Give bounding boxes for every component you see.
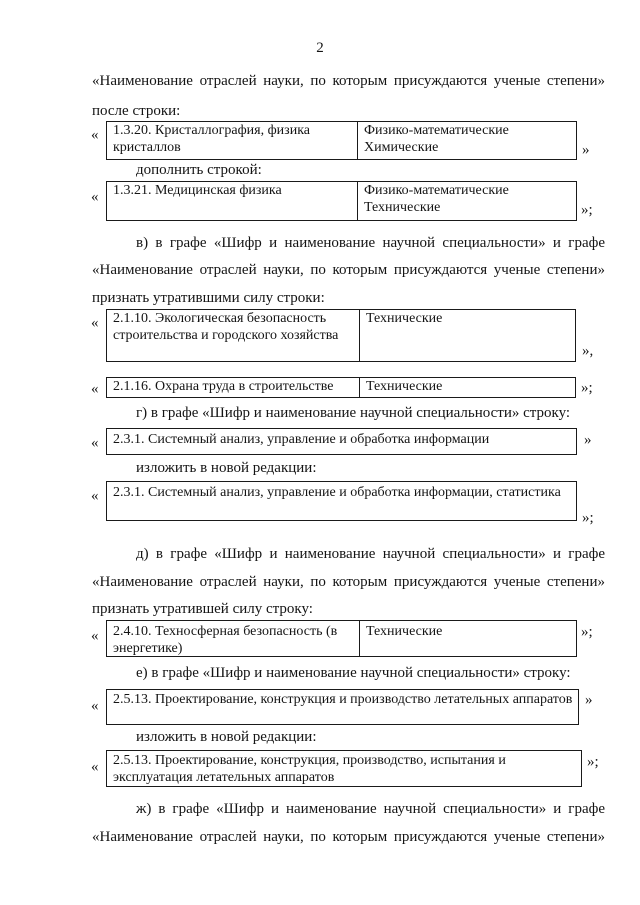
- open-quote: «: [91, 488, 99, 504]
- specialty-cell: 2.3.1. Системный анализ, управление и обработка информации, статистика: [113, 485, 561, 500]
- text-line: «Наименование отраслей науки, по которым присуждаются ученые степени»: [92, 73, 605, 89]
- open-quote: «: [91, 381, 99, 397]
- text-line: признать утратившими силу строки:: [92, 290, 325, 306]
- branch-cell: Технические: [359, 621, 576, 656]
- table-row: [106, 377, 576, 398]
- specialty-cell: 2.1.16. Охрана труда в строительстве: [113, 379, 334, 394]
- specialty-cell: 1.3.21. Медицинская физика: [113, 183, 282, 198]
- close-quote: »;: [581, 202, 593, 218]
- text-line: г) в графе «Шифр и наименование научной специальности» строку:: [136, 405, 571, 421]
- text-line: д) в графе «Шифр и наименование научной специальности» и графе: [136, 546, 605, 562]
- table-row: [106, 428, 577, 455]
- table-row: [106, 481, 577, 521]
- close-quote: »;: [581, 380, 593, 396]
- close-quote: »,: [582, 343, 594, 359]
- text-line: изложить в новой редакции:: [136, 729, 317, 745]
- close-quote: »: [582, 142, 590, 158]
- text-line: ж) в графе «Шифр и наименование научной специальности» и графе: [136, 801, 605, 817]
- text-line: «Наименование отраслей науки, по которым присуждаются ученые степени»: [92, 262, 605, 278]
- branch-cell: Технические: [359, 378, 575, 397]
- open-quote: «: [91, 315, 99, 331]
- close-quote: »;: [587, 754, 599, 770]
- open-quote: «: [91, 628, 99, 644]
- text-line: изложить в новой редакции:: [136, 460, 317, 476]
- specialty-cell: 1.3.20. Кристаллография, физика кристаллов: [113, 123, 310, 155]
- specialty-cell: 2.3.1. Системный анализ, управление и обработка информации: [113, 432, 490, 447]
- open-quote: «: [91, 127, 99, 143]
- table-row: [106, 181, 577, 221]
- table-row: [106, 750, 582, 787]
- open-quote: «: [91, 189, 99, 205]
- specialty-cell: 2.4.10. Техносферная безопасность (в энергетике): [113, 624, 338, 656]
- text-line: «Наименование отраслей науки, по которым присуждаются ученые степени»: [92, 574, 605, 590]
- open-quote: «: [91, 698, 99, 714]
- open-quote: «: [91, 759, 99, 775]
- table-row: [106, 620, 577, 657]
- open-quote: «: [91, 435, 99, 451]
- table-row: [106, 309, 576, 362]
- specialty-cell: 2.5.13. Проектирование, конструкция, производство, испытания и эксплуатация летательных аппаратов: [113, 753, 506, 785]
- text-line: признать утратившей силу строку:: [92, 601, 313, 617]
- specialty-cell: 2.1.10. Экологическая безопасность строительства и городского хозяйства: [113, 311, 339, 343]
- close-quote: »: [585, 692, 593, 708]
- text-line: «Наименование отраслей науки, по которым присуждаются ученые степени»: [92, 829, 605, 845]
- branch-cell: Физико-математические Химические: [357, 122, 576, 159]
- specialty-cell: 2.5.13. Проектирование, конструкция и производство летательных аппаратов: [113, 692, 573, 707]
- close-quote: »;: [582, 510, 594, 526]
- page-number: 2: [316, 40, 324, 56]
- text-line: после строки:: [92, 103, 181, 119]
- close-quote: »: [584, 432, 592, 448]
- table-row: [106, 689, 579, 725]
- table-row: [106, 121, 577, 160]
- branch-cell: Физико-математические Технические: [357, 182, 576, 220]
- text-line: е) в графе «Шифр и наименование научной специальности» строку:: [136, 665, 571, 681]
- close-quote: »;: [581, 624, 593, 640]
- branch-cell: Технические: [359, 310, 575, 361]
- text-line: дополнить строкой:: [136, 162, 262, 178]
- text-line: в) в графе «Шифр и наименование научной специальности» и графе: [136, 235, 605, 251]
